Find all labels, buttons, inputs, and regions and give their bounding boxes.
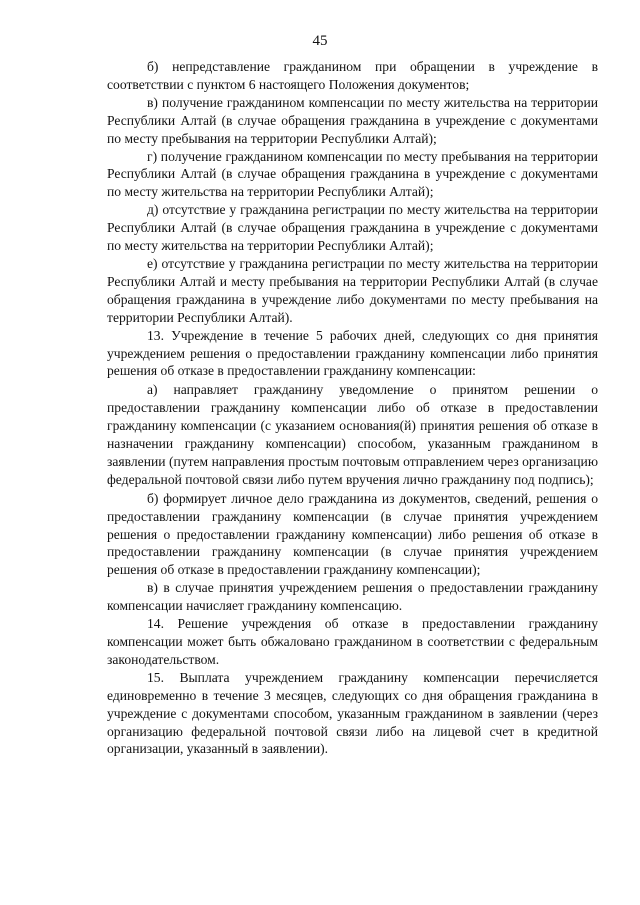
paragraph-item-e: е) отсутствие у гражданина регистрации по месту жительства на территории Республики Алтай и месту пребывания на территории Республики Алтай (в случае обращения гражданина в учреждение либо документами по месту пребывания на территории Республики Алтай). (107, 255, 598, 325)
paragraph-clause-13: 13. Учреждение в течение 5 рабочих дней, следующих со дня принятия учреждением решения о предоставлении гражданину компенсации либо принятия решения об отказе в предоставлении гражданину компенсации: (107, 327, 598, 379)
paragraph-clause-13-a: а) направляет гражданину уведомление о принятом решении о предоставлении гражданину компенсации либо об отказе в предоставлении гражданину компенсации (с указанием основания(й) принятия решения об отказе в назначении гражданину компенсации) способом, указанным гражданином в заявлении (путем направления простым почтовым отправлением через организацию федеральной почтовой связи либо путем вручения лично гражданину под подпись); (107, 382, 598, 487)
paragraph-clause-14: 14. Решение учреждения об отказе в предоставлении гражданину компенсации может быть обжаловано гражданином в соответствии с федеральным законодательством. (107, 616, 598, 667)
page-number: 45 (312, 33, 328, 49)
paragraph-item-b: б) непредставление гражданином при обращении в учреждение в соответствии с пунктом 6 настоящего Положения документов; (107, 59, 598, 92)
paragraph-item-d: д) отсутствие у гражданина регистрации по месту жительства на территории Республики Алтай (в случае обращения гражданина в учреждение с документами по месту жительства на территории Республики Алтай); (107, 202, 598, 254)
paragraph-clause-15: 15. Выплата учреждением гражданину компенсации перечисляется единовременно в течение 3 месяцев, следующих со дня обращения гражданина в учреждение с документами способом, указанным гражданином в заявлении (через организацию федеральной почтовой связи либо на лицевой счет в кредитной организации, указанный в заявлении). (107, 669, 598, 757)
document-body (107, 58, 598, 758)
paragraph-clause-13-v: в) в случае принятия учреждением решения о предоставлении гражданину компенсации начисляет гражданину компенсацию. (107, 580, 598, 614)
paragraph-item-v: в) получение гражданином компенсации по месту жительства на территории Республики Алтай (в случае обращения гражданина в учреждение с документами по месту пребывания на территории Республики Алтай); (107, 94, 598, 146)
paragraph-clause-13-b: б) формирует личное дело гражданина из документов, сведений, решения о предоставлении гражданину компенсации (в случае принятия учреждением решения о предоставлении гражданину компенсации) либо решения об отказе в предоставлении гражданину компенсации (в случае принятия учреждением решения об отказе в предоставлении гражданину компенсации); (107, 490, 598, 578)
paragraph-item-g: г) получение гражданином компенсации по месту пребывания на территории Республики Алтай (в случае обращения гражданина в учреждение с документами по месту жительства на территории Республики Алтай); (107, 148, 598, 200)
